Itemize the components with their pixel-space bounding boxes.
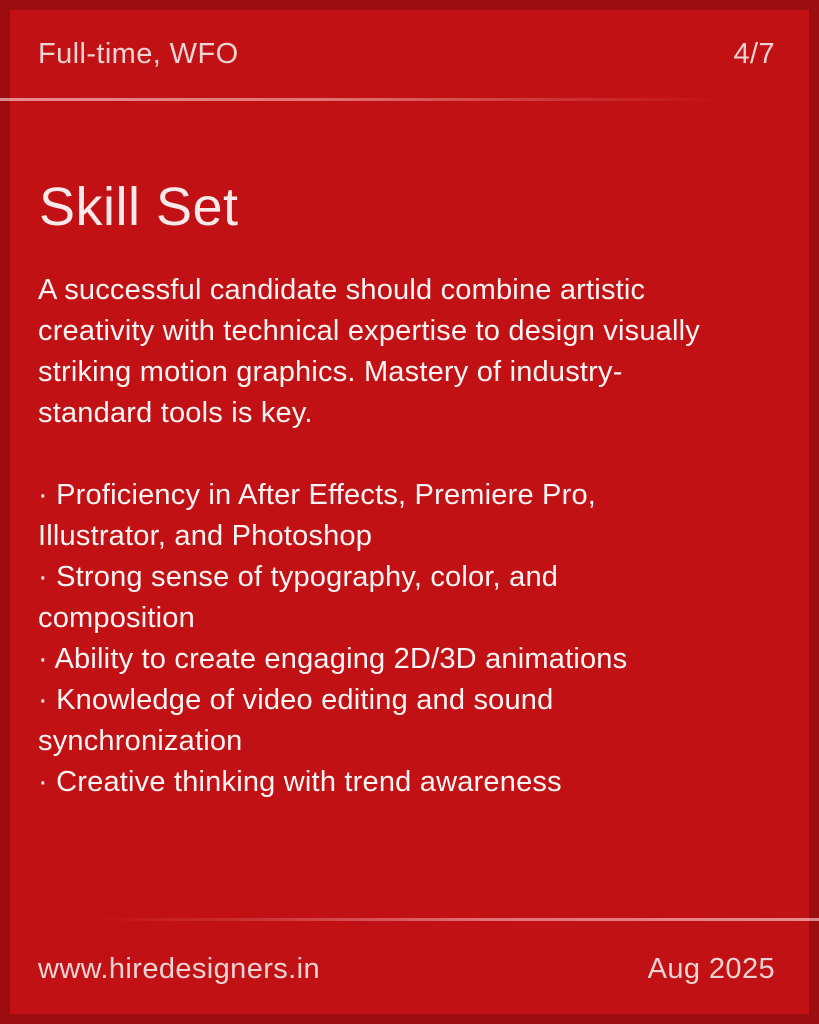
skill-item: · Proficiency in After Effects, Premiere Pro, Illustrator, and Photoshop [38,479,597,552]
date-label: Aug 2025 [647,953,775,985]
website-url: www.hiredesigners.in [38,953,321,985]
employment-type-label: Full-time, WFO [38,38,239,70]
intro-paragraph: A successful candidate should combine artistic creativity with technical expertise to design visually striking motion graphics. Mastery of industry-standard tools is key. [38,274,700,429]
page-title: Skill Set [39,177,239,237]
header [38,38,775,71]
skill-item: · Strong sense of typography, color, and composition [38,561,559,634]
skills-list [38,475,703,803]
bottom-divider [0,918,819,921]
page-indicator: 4/7 [733,38,775,70]
skill-item: · Creative thinking with trend awareness [38,766,562,798]
top-divider [0,98,819,101]
footer [38,953,775,986]
skill-item: · Knowledge of video editing and sound synchronization [38,684,554,757]
skill-item: · Ability to create engaging 2D/3D animations [38,643,628,675]
